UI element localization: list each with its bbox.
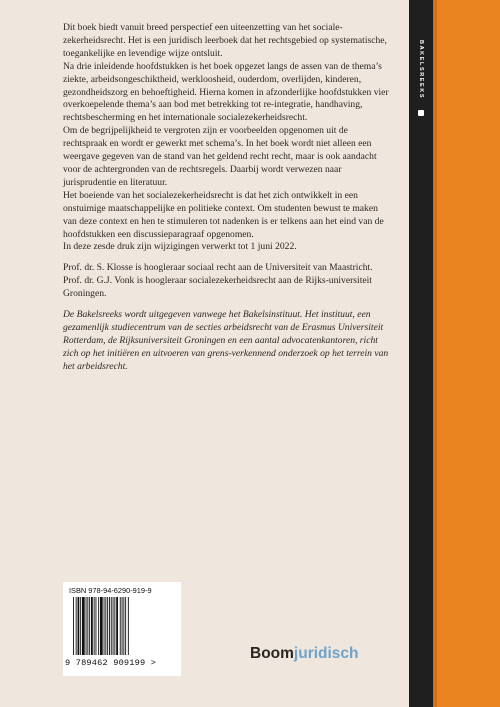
barcode-bar (100, 597, 103, 655)
barcode-bar (76, 597, 77, 655)
barcode-bar (94, 597, 95, 655)
publisher-name-part1: Boom (250, 645, 294, 662)
publisher-name-part2: juridisch (293, 645, 359, 662)
barcode-bar (123, 597, 124, 655)
blurb-paragraph: Om de begrijpelijkheid te vergroten zijn er voorbeelden opgenomen uit de rechtspraak en wordt er gewerkt met schema’s. In het boek wordt niet alleen een weergave gegeven van de stand van het geldend recht recht, maar is ook aandacht voor de achtergronden van de rechtsregels. Daarbij wordt verwezen naar jurisprudentie en literatuur. (63, 125, 377, 188)
spine-series-label (409, 30, 433, 110)
barcode-area (63, 582, 181, 676)
barcode-bar (128, 597, 129, 655)
barcode-bar (109, 597, 110, 655)
barcode-bar (116, 597, 118, 655)
blurb-paragraph: Na drie inleidende hoofdstukken is het boek opgezet langs de assen van de thema’s ziekte, arbeidsongeschiktheid, werkloosheid, ouderdom, overlijden, kinderen, gezondheidszorg en behoeftigheid. Hierna komen in afzonderlijke hoofdstukken vier overkoepelende thema’s aan bod met betrekking tot re-integratie, handhaving, rechtsbescherming en het internationale socialezekerheidsrecht. (63, 60, 389, 124)
publisher-logo (250, 645, 359, 663)
author-bio: Prof. dr. S. Klosse is hoogleraar sociaal recht aan de Universiteit van Maastricht. (63, 262, 373, 274)
orange-cover-band (433, 0, 500, 707)
barcode-bar (78, 597, 80, 655)
barcode-bar (73, 597, 74, 655)
barcode-bar (125, 597, 126, 655)
blurb-paragraph: In deze zesde druk zijn wijzigingen verwerkt tot 1 juni 2022. (63, 241, 297, 253)
spacer (63, 301, 393, 309)
isbn-label: ISBN 978-94-6290-919-9 (69, 586, 152, 595)
barcode-bar (105, 597, 106, 655)
orange-fold-shade (433, 0, 437, 707)
barcode-bar (80, 597, 81, 655)
barcode-bar (122, 597, 123, 655)
barcode-bar (111, 597, 112, 655)
spacer (63, 254, 393, 262)
barcode-bar (114, 597, 115, 655)
barcode-bar (98, 597, 99, 655)
barcode-bar (120, 597, 121, 655)
barcode-digits: 9 789462 909199 > (65, 658, 157, 668)
blurb-text (63, 22, 393, 374)
blurb-paragraph: Dit boek biedt vanuit breed perspectief een uiteenzetting van het sociale-zekerheidsrecht. Het is een juridisch leerboek dat het rechtsgebied op systematische, toegankelijke en levendige wijze ontsluit. (63, 22, 387, 59)
series-description: De Bakelsreeks wordt uitgegeven vanwege het Bakelsinstituut. Het instituut, een gezamenlijk studiecentrum van de secties arbeidsrecht van de Erasmus Universiteit Rotterdam, de Rijksuniversiteit Groningen en een aantal advocatenkantoren, richt zich op het initiëren en uitvoeren van grens-verkennend onderzoek op het terrein van het arbeidsrecht. (63, 309, 389, 372)
barcode-image (71, 597, 171, 657)
barcode-bar (113, 597, 114, 655)
barcode-bar (82, 597, 85, 655)
barcode-bar (104, 597, 105, 655)
barcode-bar (87, 597, 88, 655)
barcode-bar (91, 597, 93, 655)
spine-logo-mark (418, 110, 424, 116)
author-bio: Prof. dr. G.J. Vonk is hoogleraar socialezekerheidsrecht aan de Rijks-universiteit Groningen. (63, 275, 372, 300)
blurb-paragraph: Het boeiende van het socialezekerheidsrecht is dat het zich ontwikkelt in een onstuimige maatschappelijke en politieke context. Om studenten bewust te maken van deze context en hen te stimuleren tot nadenken is er telkens aan het eind van de hoofdstukken een discussieparagraaf opgenomen. (63, 189, 384, 240)
spine-series-text: BAKELSREEKS (418, 40, 424, 100)
barcode-bar (89, 597, 90, 655)
barcode-bar (86, 597, 87, 655)
barcode-bar (96, 597, 97, 655)
barcode-bar (107, 597, 108, 655)
